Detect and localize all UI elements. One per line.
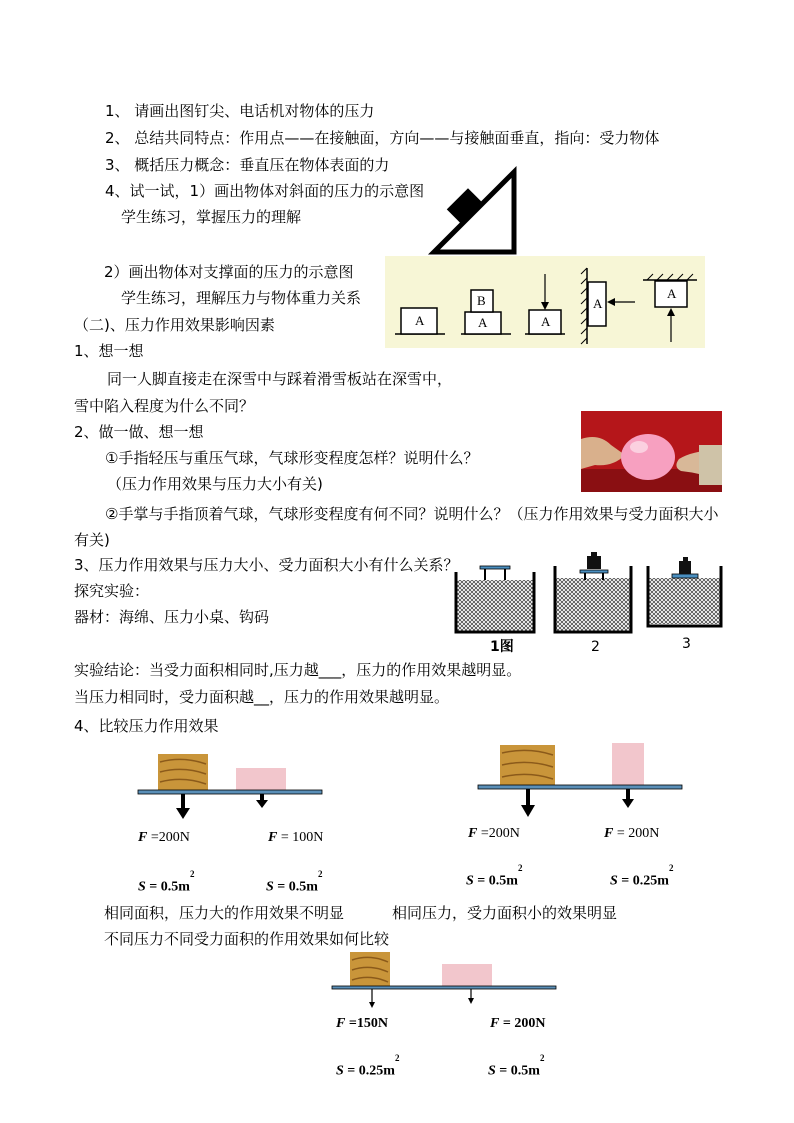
text-line-9: 1、想一想 (74, 342, 144, 360)
text-line-2: 2、 总结共同特点：作用点——在接触面，方向——与接触面垂直，指向：受力物体 (105, 129, 660, 147)
text-line-18: 器材：海绵、压力小桌、钩码 (74, 608, 270, 626)
text-line-16: 3、压力作用效果与压力大小、受力面积大小有什么关系？ (74, 556, 459, 574)
label-b: B (477, 293, 486, 308)
pink-block (236, 768, 286, 790)
sponge-experiment-figure (452, 548, 727, 636)
comp2-f2: F = 200N (604, 826, 660, 841)
support-force-figure (385, 256, 705, 348)
weight-3 (679, 561, 691, 574)
label-a-3: A (541, 314, 551, 329)
text-line-1: 1、 请画出图钉尖、电话机对物体的压力 (105, 102, 375, 120)
comp3-s2: $S = 0.5m^2$ (488, 1053, 545, 1079)
comp1-s2: $S = 0.5m^2$ (266, 869, 323, 895)
text-line-5: 学生练习，掌握压力的理解 (121, 208, 302, 226)
balloon (621, 434, 675, 480)
sponge-label-3: 3 (682, 636, 691, 652)
pink-block (612, 743, 644, 785)
board (332, 986, 556, 989)
comparison-1-figure (138, 752, 324, 822)
comp1-s1: $S = 0.5m^2$ (138, 869, 195, 895)
comp3-s1: $S = 0.25m^2$ (336, 1053, 400, 1079)
text-line-24: 不同压力不同受力面积的作用效果如何比较 (104, 930, 390, 948)
sponge-label-2: 2 (591, 639, 600, 655)
conclusion-line-2: 当压力相同时，受力面积越__，压力的作用效果越明显。 (74, 688, 450, 706)
board (138, 790, 322, 794)
text-line-10: 同一人脚直接走在深雪中与踩着滑雪板站在深雪中， (107, 370, 453, 388)
comparison-2-figure (478, 741, 684, 819)
label-a-4: A (593, 296, 603, 311)
sponge-container-3 (648, 557, 721, 626)
text-line-14: （压力作用效果与压力大小有关) (107, 475, 323, 493)
comp2-s1: $S = 0.5m^2$ (466, 863, 523, 889)
label-a-1: A (415, 313, 425, 328)
comp3-f1: F =150N (336, 1016, 388, 1031)
sponge-container-1 (456, 566, 534, 632)
sponge-container-2 (555, 552, 631, 632)
pink-block (442, 964, 492, 986)
text-line-22: 相同面积，压力大的作用效果不明显 (104, 904, 345, 922)
text-line-12: 2、做一做、想一想 (74, 423, 204, 441)
text-line-11: 雪中陷入程度为什么不同？ (74, 397, 255, 415)
text-line-13: ①手指轻压与重压气球，气球形变程度怎样？说明什么？ (105, 449, 479, 467)
comp3-f2: F = 200N (490, 1016, 546, 1031)
text-line-21: 4、比较压力作用效果 (74, 717, 219, 735)
comp2-s2: $S = 0.25m^2$ (610, 863, 674, 889)
comp1-f1: F =200N (138, 830, 190, 845)
sponge-label-1: 1图 (490, 639, 514, 655)
label-a-2: A (478, 315, 488, 330)
section-heading-2: （二)、压力作用效果影响因素 (74, 316, 275, 334)
text-line-17: 探究实验： (74, 582, 150, 600)
balloon-photo (581, 411, 722, 492)
comparison-3-figure (332, 950, 558, 1012)
text-line-23: 相同压力，受力面积小的效果明显 (392, 904, 618, 922)
text-line-4: 4、试一试，1）画出物体对斜面的压力的示意图 (105, 182, 425, 200)
text-line-15: ②手掌与手指顶着气球，气球形变程度有何不同？说明什么？（压力作用效果与受力面积大小有关) (74, 505, 719, 549)
label-a-5: A (667, 286, 677, 301)
conclusion-line-1: 实验结论：当受力面积相同时,压力越___，压力的作用效果越明显。 (74, 661, 522, 679)
text-line-6: 2）画出物体对支撑面的压力的示意图 (104, 263, 354, 281)
incline-figure (428, 166, 520, 260)
board (478, 785, 682, 789)
incline-block (447, 188, 484, 225)
weight-2 (587, 556, 601, 569)
comp1-f2: F = 100N (268, 830, 324, 845)
text-line-7: 学生练习，理解压力与物体重力关系 (121, 289, 362, 307)
text-line-3: 3、 概括压力概念：垂直压在物体表面的力 (105, 156, 390, 174)
comp2-f1: F =200N (468, 826, 520, 841)
